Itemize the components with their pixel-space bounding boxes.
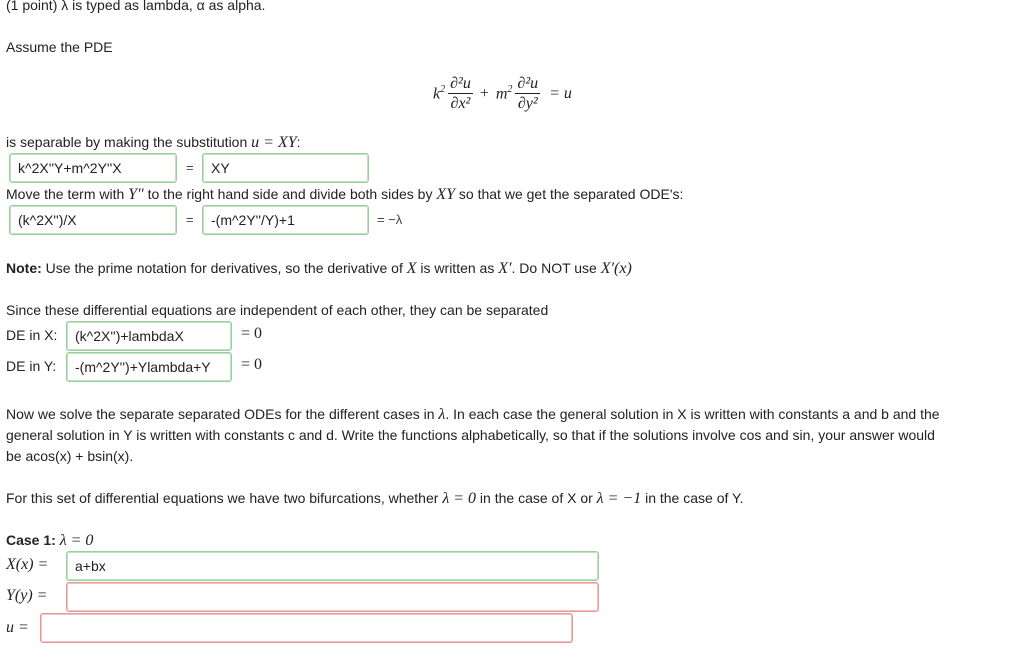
separated-left-input[interactable]: (k^2X'')/X xyxy=(9,205,177,235)
note-part2: is written as xyxy=(416,260,499,276)
since-text: Since these differential equations are independent of each other, they can be separated xyxy=(6,302,549,318)
separable-suffix: : xyxy=(296,134,301,150)
bif-part3: in the case of Y. xyxy=(641,490,744,506)
case1-cond: λ = 0 xyxy=(59,532,94,549)
note-bold: Note: xyxy=(6,260,42,276)
pde-rhs: = u xyxy=(549,84,572,102)
separable-math: u = XY xyxy=(251,134,297,151)
de-y-input[interactable]: -(m^2Y'')+Ylambda+Y xyxy=(66,352,232,382)
move-xy: XY xyxy=(436,186,456,203)
case1-u-input[interactable] xyxy=(40,613,573,643)
substitution-right-input[interactable]: XY xyxy=(202,153,369,183)
row1-equals: = xyxy=(186,160,194,175)
pde-fraction-x xyxy=(448,75,473,112)
case1-y-label: Y(y) = xyxy=(6,587,48,604)
bif-part1: For this set of differential equations we have two bifurcations, whether xyxy=(6,490,443,506)
move-part2: to the right hand side and divide both sides by xyxy=(143,186,437,202)
case1-x-input[interactable]: a+bx xyxy=(66,551,599,581)
bif-m2: λ = −1 xyxy=(596,490,642,507)
substitution-left-input[interactable]: k^2X''Y+m^2Y''X xyxy=(9,153,177,183)
paragraph-line1 xyxy=(6,406,940,424)
separable-text xyxy=(6,134,301,152)
pde-exp1: 2 xyxy=(440,83,446,95)
bifurcation-text xyxy=(6,490,743,508)
para-lambda: λ xyxy=(438,406,446,423)
pde-exp2: 2 xyxy=(507,83,513,95)
case1-title-bold: Case 1: xyxy=(6,532,56,548)
intro-text: Assume the PDE xyxy=(6,39,113,55)
paragraph-line2: general solution in Y is written with constants c and d. Write the functions alphabetically, so that if the solutions involve cos and sin, your answer would xyxy=(6,427,935,443)
pde-num2: ∂²u xyxy=(517,75,539,92)
pde-den1: ∂x² xyxy=(450,95,471,112)
case1-y-input[interactable] xyxy=(66,582,599,612)
move-part1: Move the term with xyxy=(6,186,129,202)
row2-lambda-tail: = −λ xyxy=(377,212,403,227)
move-part3: so that we get the separated ODE's: xyxy=(455,186,684,202)
separated-right-input[interactable]: -(m^2Y''/Y)+1 xyxy=(202,205,369,235)
separable-prefix: is separable by making the substitution xyxy=(6,134,252,150)
de-y-label: DE in Y: xyxy=(6,358,57,374)
case1-u-label: u = xyxy=(6,619,29,636)
problem-header: (1 point) λ is typed as lambda, α as alpha. xyxy=(6,0,266,13)
para-line1b: . In each case the general solution in X is written with constants a and b and the xyxy=(445,406,940,422)
note-part1: Use the prime notation for derivatives, so the derivative of xyxy=(41,260,407,276)
move-ypp: Y″ xyxy=(128,186,144,203)
pde-fraction-y xyxy=(515,75,540,112)
pde-coef1: k xyxy=(433,85,441,103)
note-xp: X′ xyxy=(498,260,512,277)
pde-den2: ∂y² xyxy=(517,95,538,112)
de-x-input[interactable]: (k^2X'')+lambdaX xyxy=(66,321,232,351)
bif-part2: in the case of X or xyxy=(476,490,597,506)
pde-coef2: m xyxy=(495,85,508,103)
pde-plus: + xyxy=(479,84,489,102)
row2-equals: = xyxy=(186,212,194,227)
de-x-label: DE in X: xyxy=(6,327,58,343)
note-text xyxy=(6,260,632,278)
case1-title xyxy=(6,532,93,550)
pde-equation xyxy=(433,75,572,112)
de-x-equals: = 0 xyxy=(241,325,263,342)
case1-x-label: X(x) = xyxy=(6,556,49,573)
note-xpx: X′(x) xyxy=(600,260,632,277)
paragraph-line3: be acos(x) + bsin(x). xyxy=(6,448,134,464)
de-y-equals: = 0 xyxy=(241,356,263,373)
note-x: X xyxy=(406,260,417,277)
pde-num1: ∂²u xyxy=(450,75,471,92)
para-line1a: Now we solve the separate separated ODEs for the different cases in xyxy=(6,406,439,422)
move-term-text xyxy=(6,186,683,204)
note-part3: . Do NOT use xyxy=(511,260,601,276)
bif-m1: λ = 0 xyxy=(442,490,477,507)
